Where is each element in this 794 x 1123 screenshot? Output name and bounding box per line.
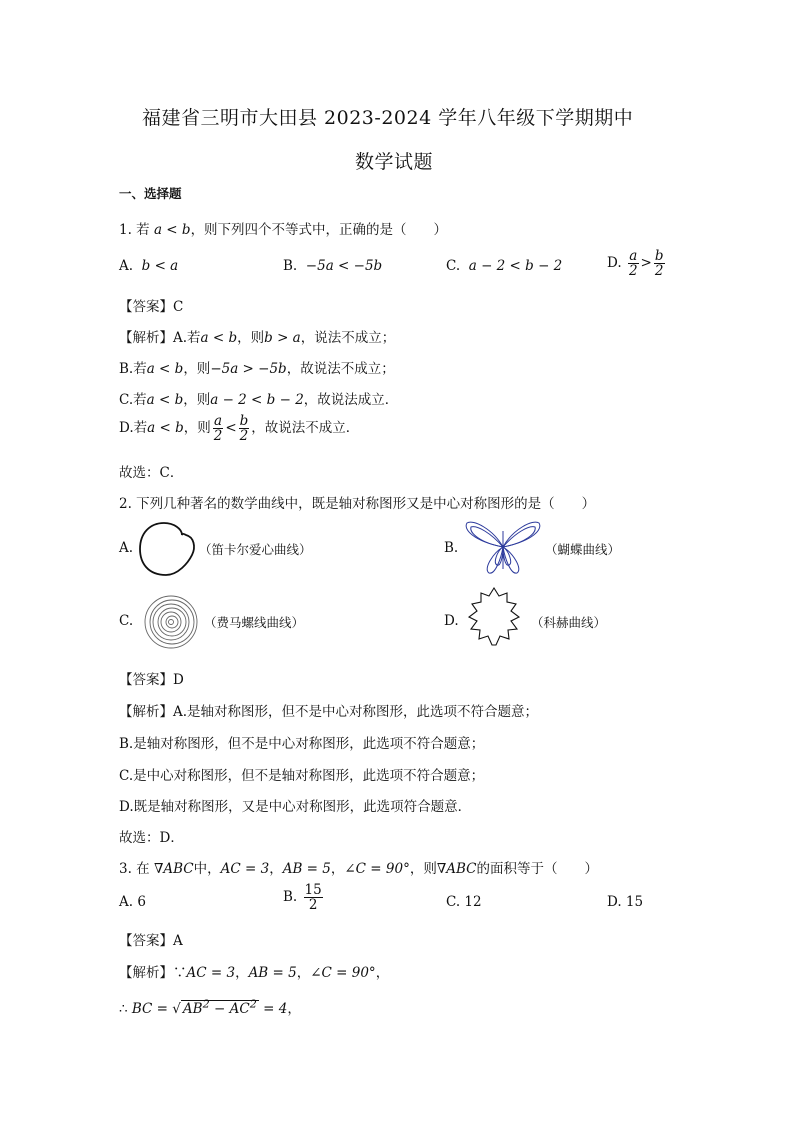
- q1-conclusion: 故选：C．: [119, 465, 184, 481]
- q3-explanation-a: 【解析】∵AC = 3，AB = 5，∠C = 90°，: [119, 965, 390, 981]
- q2-option-b-caption: （蝴蝶曲线）: [545, 542, 621, 557]
- q2-option-d-caption: （科赫曲线）: [531, 615, 607, 630]
- page-title: 福建省三明市大田县 2023-2024 学年八年级下学期期中: [142, 107, 634, 129]
- q1-stem: 1. 若 a < b，则下列四个不等式中，正确的是（ ）: [119, 222, 448, 238]
- spiral-figure: [140, 594, 202, 650]
- q2-option-a-caption: （笛卡尔爱心曲线）: [199, 542, 312, 557]
- q2-option-b-label: B.: [444, 540, 459, 556]
- q3-option-d: D. 15: [607, 894, 644, 910]
- q1-option-b: B. −5a < −5b: [283, 258, 383, 274]
- q1-explanation-b: B.若a < b，则−5a > −5b，故说法不成立；: [119, 361, 395, 377]
- q2-option-a-label: A.: [119, 540, 134, 556]
- q3-option-c: C. 12: [446, 894, 482, 910]
- q3-explanation-b: ∴ BC = √ $AB^2 - AC^2 = 4$，: [119, 997, 301, 1017]
- q2-conclusion: 故选：D．: [119, 830, 184, 846]
- q2-option-c-label: C.: [119, 613, 134, 629]
- page-subtitle: 数学试题: [355, 151, 434, 173]
- q1-option-a: A. b < a: [119, 258, 179, 274]
- q2-answer: 【答案】D: [119, 672, 184, 688]
- q1-answer: 【答案】C: [119, 299, 184, 315]
- butterfly-figure: [463, 519, 543, 575]
- q1-explanation-a: 【解析】A.若a < b，则b > a，说法不成立；: [119, 330, 396, 346]
- q3-answer: 【答案】A: [119, 933, 183, 949]
- q1-option-c: C. a − 2 < b − 2: [446, 258, 563, 274]
- q2-explanation-c: C.是中心对称图形，但不是轴对称图形，此选项不符合题意；: [119, 768, 485, 784]
- q3-stem: 3. 在 ∇ABC中，AC = 3，AB = 5，∠C = 90°，则∇ABC的面积等于（ ）: [119, 861, 599, 877]
- koch-snowflake-figure: [459, 586, 529, 652]
- q2-explanation-a: 【解析】A.是轴对称图形，但不是中心对称图形，此选项不符合题意；: [119, 704, 539, 720]
- q1-option-d: D. $\frac{a}{2}$ > $\frac{b}{2}$: [607, 248, 664, 280]
- q2-option-c-caption: （费马螺线曲线）: [204, 615, 305, 630]
- q2-explanation-b: B.是轴对称图形，但不是中心对称图形，此选项不符合题意；: [119, 736, 485, 752]
- q2-option-d-label: D.: [444, 613, 459, 629]
- q2-explanation-d: D.既是轴对称图形，又是中心对称图形，此选项符合题意．: [119, 799, 472, 815]
- q1-explanation-c: C.若a < b，则a − 2 < b − 2，故说法成立．: [119, 392, 399, 408]
- q2-stem: 2. 下列几种著名的数学曲线中，既是轴对称图形又是中心对称图形的是（ ）: [119, 496, 596, 512]
- cardioid-figure: [138, 521, 200, 577]
- q1-explanation-d: D.若a < b，则 $\frac{a}{2}$ < $\frac{b}{2}$ ，故说法不成立．: [119, 413, 360, 445]
- q3-option-b: B. $\frac{15}{2}$: [283, 882, 322, 914]
- section-heading: 一、选择题: [119, 186, 182, 201]
- q3-option-a: A. 6: [119, 894, 146, 910]
